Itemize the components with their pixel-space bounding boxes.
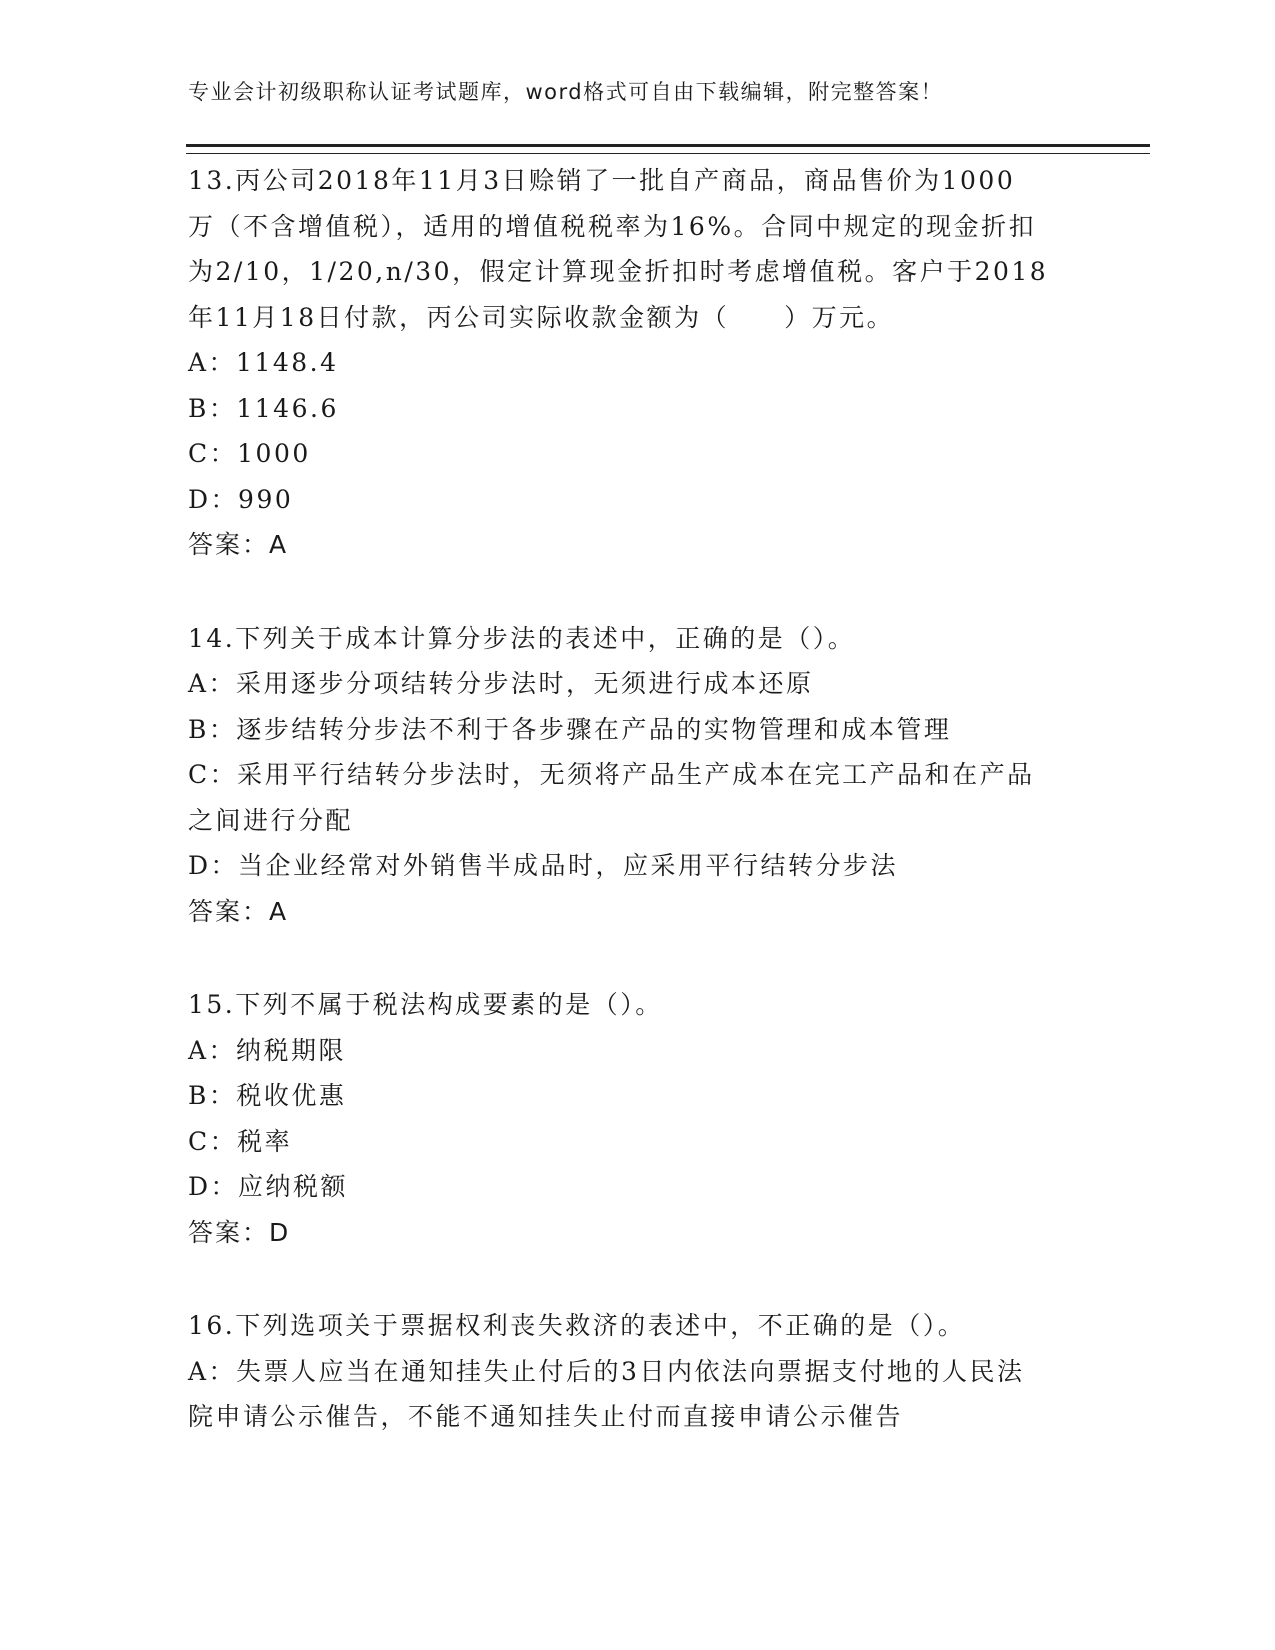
answer: 答案：A	[188, 896, 289, 926]
option-a: A：采用逐步分项结转分步法时，无须进行成本还原	[188, 669, 814, 698]
option-c-continued: 之间进行分配	[188, 805, 354, 835]
option-d: D：当企业经常对外销售半成品时，应采用平行结转分步法	[188, 851, 899, 880]
option-d: D：应纳税额	[188, 1172, 349, 1201]
option-c: C：1000	[188, 439, 311, 468]
question-stem-line: 13.丙公司2018年11月3日赊销了一批自产商品，商品售价为1000	[188, 166, 1016, 195]
question-list	[188, 158, 1088, 1488]
option-b: B：1146.6	[188, 393, 339, 423]
option-a: A：失票人应当在通知挂失止付后的3日内依法向票据支付地的人民法	[188, 1356, 1025, 1386]
question-stem-line: 15.下列不属于税法构成要素的是（）。	[188, 990, 663, 1019]
page-header: 专业会计初级职称认证考试题库，word格式可自由下载编辑，附完整答案！	[188, 80, 944, 104]
question-14	[188, 616, 1088, 935]
option-a: A：纳税期限	[188, 1035, 347, 1065]
question-stem-line: 年11月18日付款，丙公司实际收款金额为（ ）万元。	[188, 302, 895, 332]
answer: 答案：D	[188, 1217, 291, 1247]
option-a: A：1148.4	[188, 348, 339, 377]
option-b: B：逐步结转分步法不利于各步骤在产品的实物管理和成本管理	[188, 714, 952, 744]
option-b: B：税收优惠	[188, 1081, 347, 1110]
header-rule	[186, 144, 1150, 154]
question-16	[188, 1303, 1088, 1440]
question-stem-line: 万（不含增值税），适用的增值税税率为16%。合同中规定的现金折扣	[188, 211, 1037, 241]
option-d: D：990	[188, 484, 294, 514]
answer: 答案：A	[188, 530, 289, 559]
question-15	[188, 982, 1088, 1255]
question-stem-line: 16.下列选项关于票据权利丧失救济的表述中，不正确的是（）。	[188, 1311, 966, 1340]
option-a-continued: 院申请公示催告，不能不通知挂失止付而直接申请公示催告	[188, 1402, 904, 1431]
option-c: C：采用平行结转分步法时，无须将产品生产成本在完工产品和在产品	[188, 760, 1035, 789]
question-stem-line: 14.下列关于成本计算分步法的表述中，正确的是（）。	[188, 623, 856, 653]
question-13	[188, 158, 1088, 568]
question-stem-line: 为2/10，1/20,n/30，假定计算现金折扣时考虑增值税。客户于2018	[188, 257, 1049, 286]
option-c: C：税率	[188, 1126, 293, 1156]
